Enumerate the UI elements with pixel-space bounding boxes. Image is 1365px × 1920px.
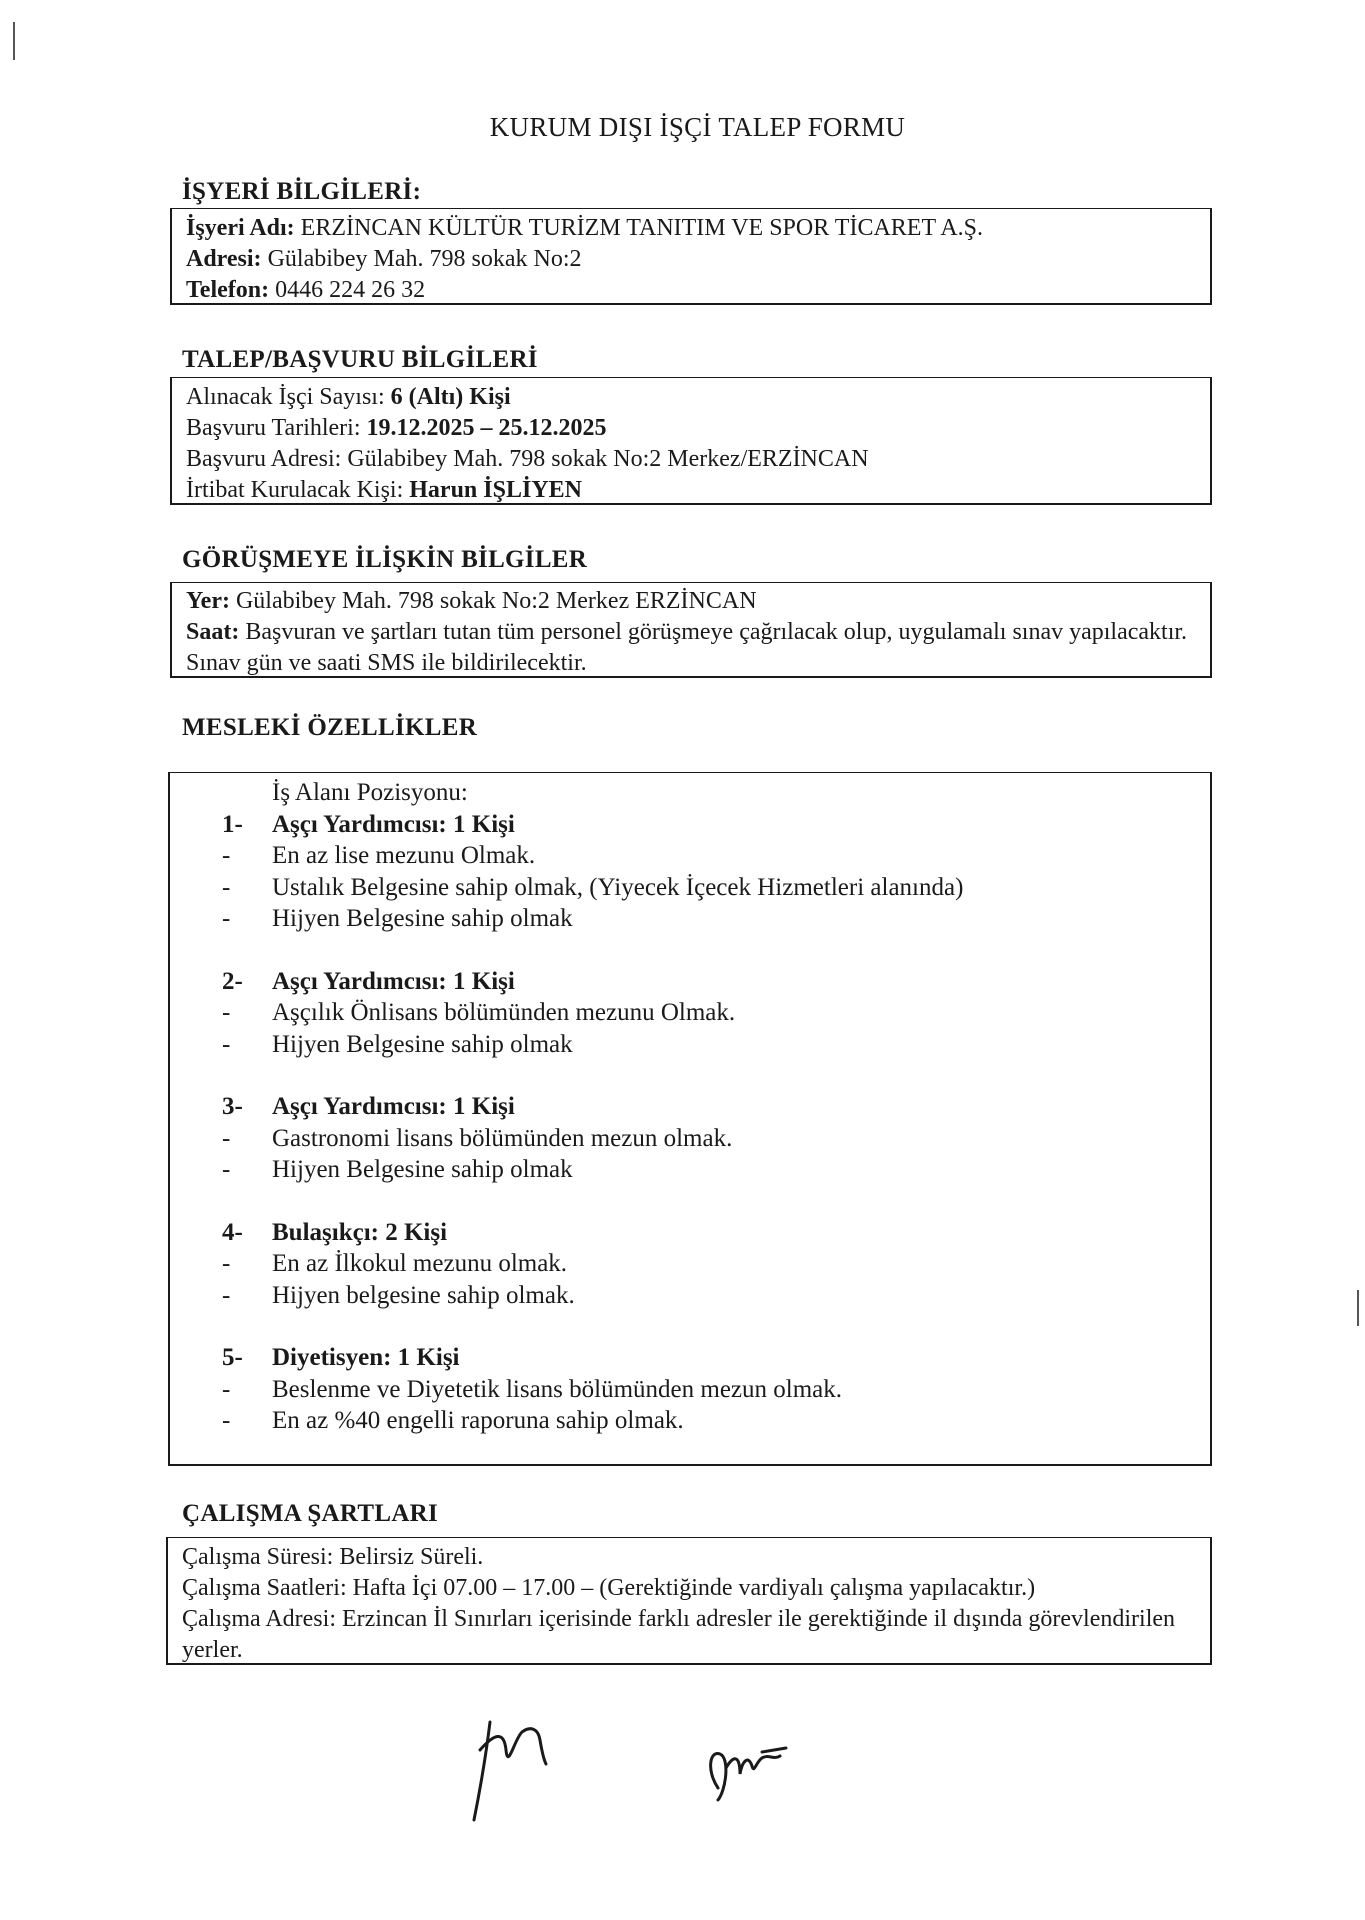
requirement-dash: -: [222, 873, 231, 901]
position-number: 2-: [222, 967, 243, 995]
requirement-dash: -: [222, 1407, 231, 1434]
position-title: Aşçı Yardımcısı: 1 Kişi: [272, 810, 515, 838]
work-hours: Çalışma Saatleri: Hafta İçi 07.00 – 17.00 – (Gerektiğinde vardiyalı çalışma yapılacaktır.): [182, 1575, 1036, 1601]
requirement-text: Hijyen Belgesine sahip olmak: [272, 1030, 573, 1058]
interview-heading: GÖRÜŞMEYE İLİŞKİN BİLGİLER: [182, 546, 588, 573]
application-heading: TALEP/BAŞVURU BİLGİLERİ: [182, 346, 538, 373]
requirement-dash: -: [222, 905, 231, 932]
position-gap: [186, 1311, 1194, 1342]
interview-time-row: [186, 617, 1198, 679]
document-title: KURUM DIŞI İŞÇİ TALEP FORMU: [489, 112, 906, 142]
requirement-dash: -: [222, 999, 231, 1026]
contact-row: [186, 475, 1198, 506]
position-title: Diyetisyen: 1 Kişi: [272, 1344, 460, 1371]
interview-time-label: Saat:: [186, 619, 240, 645]
requirement-item: [186, 840, 1194, 872]
requirement-dash: -: [222, 1281, 231, 1309]
interview-place-value: Gülabibey Mah. 798 sokak No:2 Merkez ERZİNCAN: [229, 588, 757, 614]
position-number: 5-: [222, 1344, 243, 1371]
application-box: [170, 377, 1212, 505]
position-gap: [186, 935, 1194, 966]
requirement-text: Hijyen belgesine sahip olmak.: [272, 1281, 575, 1309]
employer-name-row: [186, 213, 1198, 244]
worker-count-value: 6 (Altı) Kişi: [390, 384, 511, 410]
employer-address-label: Adresi:: [186, 246, 262, 272]
position-title: Aşçı Yardımcısı: 1 Kişi: [272, 967, 515, 995]
employer-name-value: ERZİNCAN KÜLTÜR TURİZM TANITIM VE SPOR TİCARET A.Ş.: [294, 215, 984, 241]
position-number: 1-: [222, 810, 243, 838]
requirement-text: Beslenme ve Diyetetik lisans bölümünden mezun olmak.: [272, 1375, 843, 1403]
requirement-text: Gastronomi lisans bölümünden mezun olmak.: [272, 1124, 733, 1152]
requirement-item: [186, 1280, 1194, 1312]
contact-label: İrtibat Kurulacak Kişi:: [186, 477, 410, 503]
scan-edge-mark: [1357, 1290, 1359, 1326]
application-address: Başvuru Adresi: Gülabibey Mah. 798 sokak No:2 Merkez/ERZİNCAN: [186, 446, 869, 472]
requirement-item: [186, 872, 1194, 904]
interview-place-label: Yer:: [186, 588, 230, 614]
position-number: 3-: [222, 1093, 243, 1120]
requirement-dash: -: [222, 1030, 231, 1058]
position-gap: [186, 1060, 1194, 1091]
requirement-dash: -: [222, 842, 231, 869]
employer-address-row: [186, 244, 1198, 275]
requirement-text: Aşçılık Önlisans bölümünden mezunu Olmak.: [272, 999, 736, 1026]
professional-box: [168, 772, 1212, 1466]
interview-time-value: Başvuran ve şartları tutan tüm personel görüşmeye çağrılacak olup, uygulamalı sınav yapılacaktır. Sınav gün ve saati SMS ile bildirilecektir.: [186, 619, 1188, 676]
requirement-dash: -: [222, 1156, 231, 1183]
work-address: Çalışma Adresi: Erzincan İl Sınırları içerisinde farklı adresler ile gerektiğinde il dışında görevlendirilen yerler.: [182, 1606, 1176, 1663]
employer-heading: İŞYERİ BİLGİLERİ:: [182, 178, 422, 205]
application-dates-value: 19.12.2025 – 25.12.2025: [366, 415, 607, 441]
employer-phone-value: 0446 224 26 32: [269, 277, 426, 303]
requirement-text: Ustalık Belgesine sahip olmak, (Yiyecek İçecek Hizmetleri alanında): [272, 873, 964, 901]
signature-1: [460, 1710, 570, 1830]
requirement-text: En az %40 engelli raporuna sahip olmak.: [272, 1407, 684, 1434]
position-title: Aşçı Yardımcısı: 1 Kişi: [272, 1093, 515, 1120]
employer-box: [170, 208, 1212, 305]
requirement-item: [186, 1248, 1194, 1280]
application-dates-row: [186, 413, 1198, 444]
employer-address-value: Gülabibey Mah. 798 sokak No:2: [261, 246, 582, 272]
working-conditions-heading: ÇALIŞMA ŞARTLARI: [182, 1500, 439, 1527]
requirement-item: [186, 1154, 1194, 1186]
worker-count-label: Alınacak İşçi Sayısı:: [186, 384, 391, 410]
scan-edge-mark: [13, 22, 15, 60]
position-heading: [186, 1217, 1194, 1249]
position-intro: İş Alanı Pozisyonu:: [272, 779, 468, 806]
requirement-item: [186, 903, 1194, 935]
requirement-dash: -: [222, 1124, 231, 1152]
employer-phone-row: [186, 275, 1198, 306]
contact-value: Harun İŞLİYEN: [409, 477, 582, 503]
position-heading: [186, 809, 1194, 841]
requirement-text: En az İlkokul mezunu olmak.: [272, 1250, 568, 1277]
requirement-item: [186, 1029, 1194, 1061]
position-heading: [186, 1091, 1194, 1123]
requirement-item: [186, 1123, 1194, 1155]
interview-place-row: [186, 586, 1198, 617]
signature-2: [700, 1740, 800, 1810]
position-heading: [186, 966, 1194, 998]
position-heading: [186, 1342, 1194, 1374]
working-conditions-box: [166, 1537, 1212, 1665]
application-dates-label: Başvuru Tarihleri:: [186, 415, 367, 441]
requirement-item: [186, 1374, 1194, 1406]
work-duration: Çalışma Süresi: Belirsiz Süreli.: [182, 1544, 484, 1570]
position-number: 4-: [222, 1218, 243, 1246]
requirement-text: Hijyen Belgesine sahip olmak: [272, 1156, 573, 1183]
requirement-dash: -: [222, 1375, 231, 1403]
requirement-item: [186, 997, 1194, 1029]
positions-list: [186, 809, 1194, 1437]
employer-name-label: İşyeri Adı:: [186, 215, 295, 241]
employer-phone-label: Telefon:: [186, 277, 270, 303]
requirement-dash: -: [222, 1250, 231, 1277]
requirement-text: En az lise mezunu Olmak.: [272, 842, 536, 869]
position-title: Bulaşıkçı: 2 Kişi: [272, 1218, 448, 1246]
worker-count-row: [186, 382, 1198, 413]
professional-heading: MESLEKİ ÖZELLİKLER: [182, 714, 478, 741]
interview-box: [170, 582, 1212, 678]
position-gap: [186, 1186, 1194, 1217]
requirement-text: Hijyen Belgesine sahip olmak: [272, 905, 573, 932]
requirement-item: [186, 1405, 1194, 1437]
